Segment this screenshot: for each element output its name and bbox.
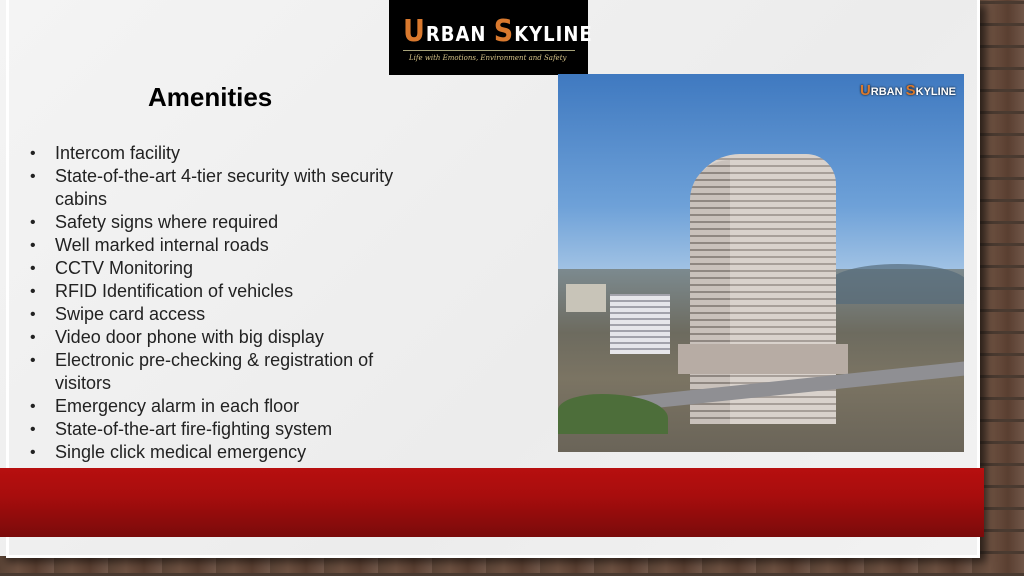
photo-hills: [828, 264, 964, 304]
list-item: • Electronic pre-checking & registration of visitors: [30, 349, 410, 395]
building-photo: [558, 74, 964, 452]
list-item: • Swipe card access: [30, 303, 410, 326]
list-item: • State-of-the-art fire-fighting system: [30, 418, 410, 441]
list-item: • Video door phone with big display: [30, 326, 410, 349]
footer-red-band: [0, 468, 984, 537]
photo-tower-base: [678, 344, 848, 374]
list-item: • State-of-the-art 4-tier security with security cabins: [30, 165, 410, 211]
photo-mid-building: [610, 294, 670, 354]
amenities-list: [30, 142, 410, 464]
photo-small-building: [566, 284, 606, 312]
photo-watermark-logo: URBAN SKYLINE: [859, 82, 956, 99]
logo-tagline: Life with Emotions, Environment and Safety: [409, 54, 567, 62]
list-item: • Emergency alarm in each floor: [30, 395, 410, 418]
photo-tower-side: [690, 160, 730, 424]
list-item: • Single click medical emergency: [30, 441, 410, 464]
list-item: • Well marked internal roads: [30, 234, 410, 257]
list-item: • Safety signs where required: [30, 211, 410, 234]
list-item: • CCTV Monitoring: [30, 257, 410, 280]
list-item: • RFID Identification of vehicles: [30, 280, 410, 303]
list-item: • Intercom facility: [30, 142, 410, 165]
logo-divider: [403, 50, 575, 51]
page-title: Amenities: [148, 82, 273, 112]
logo-title: URBAN SKYLINE: [403, 14, 593, 49]
urban-skyline-logo: [389, 0, 593, 75]
